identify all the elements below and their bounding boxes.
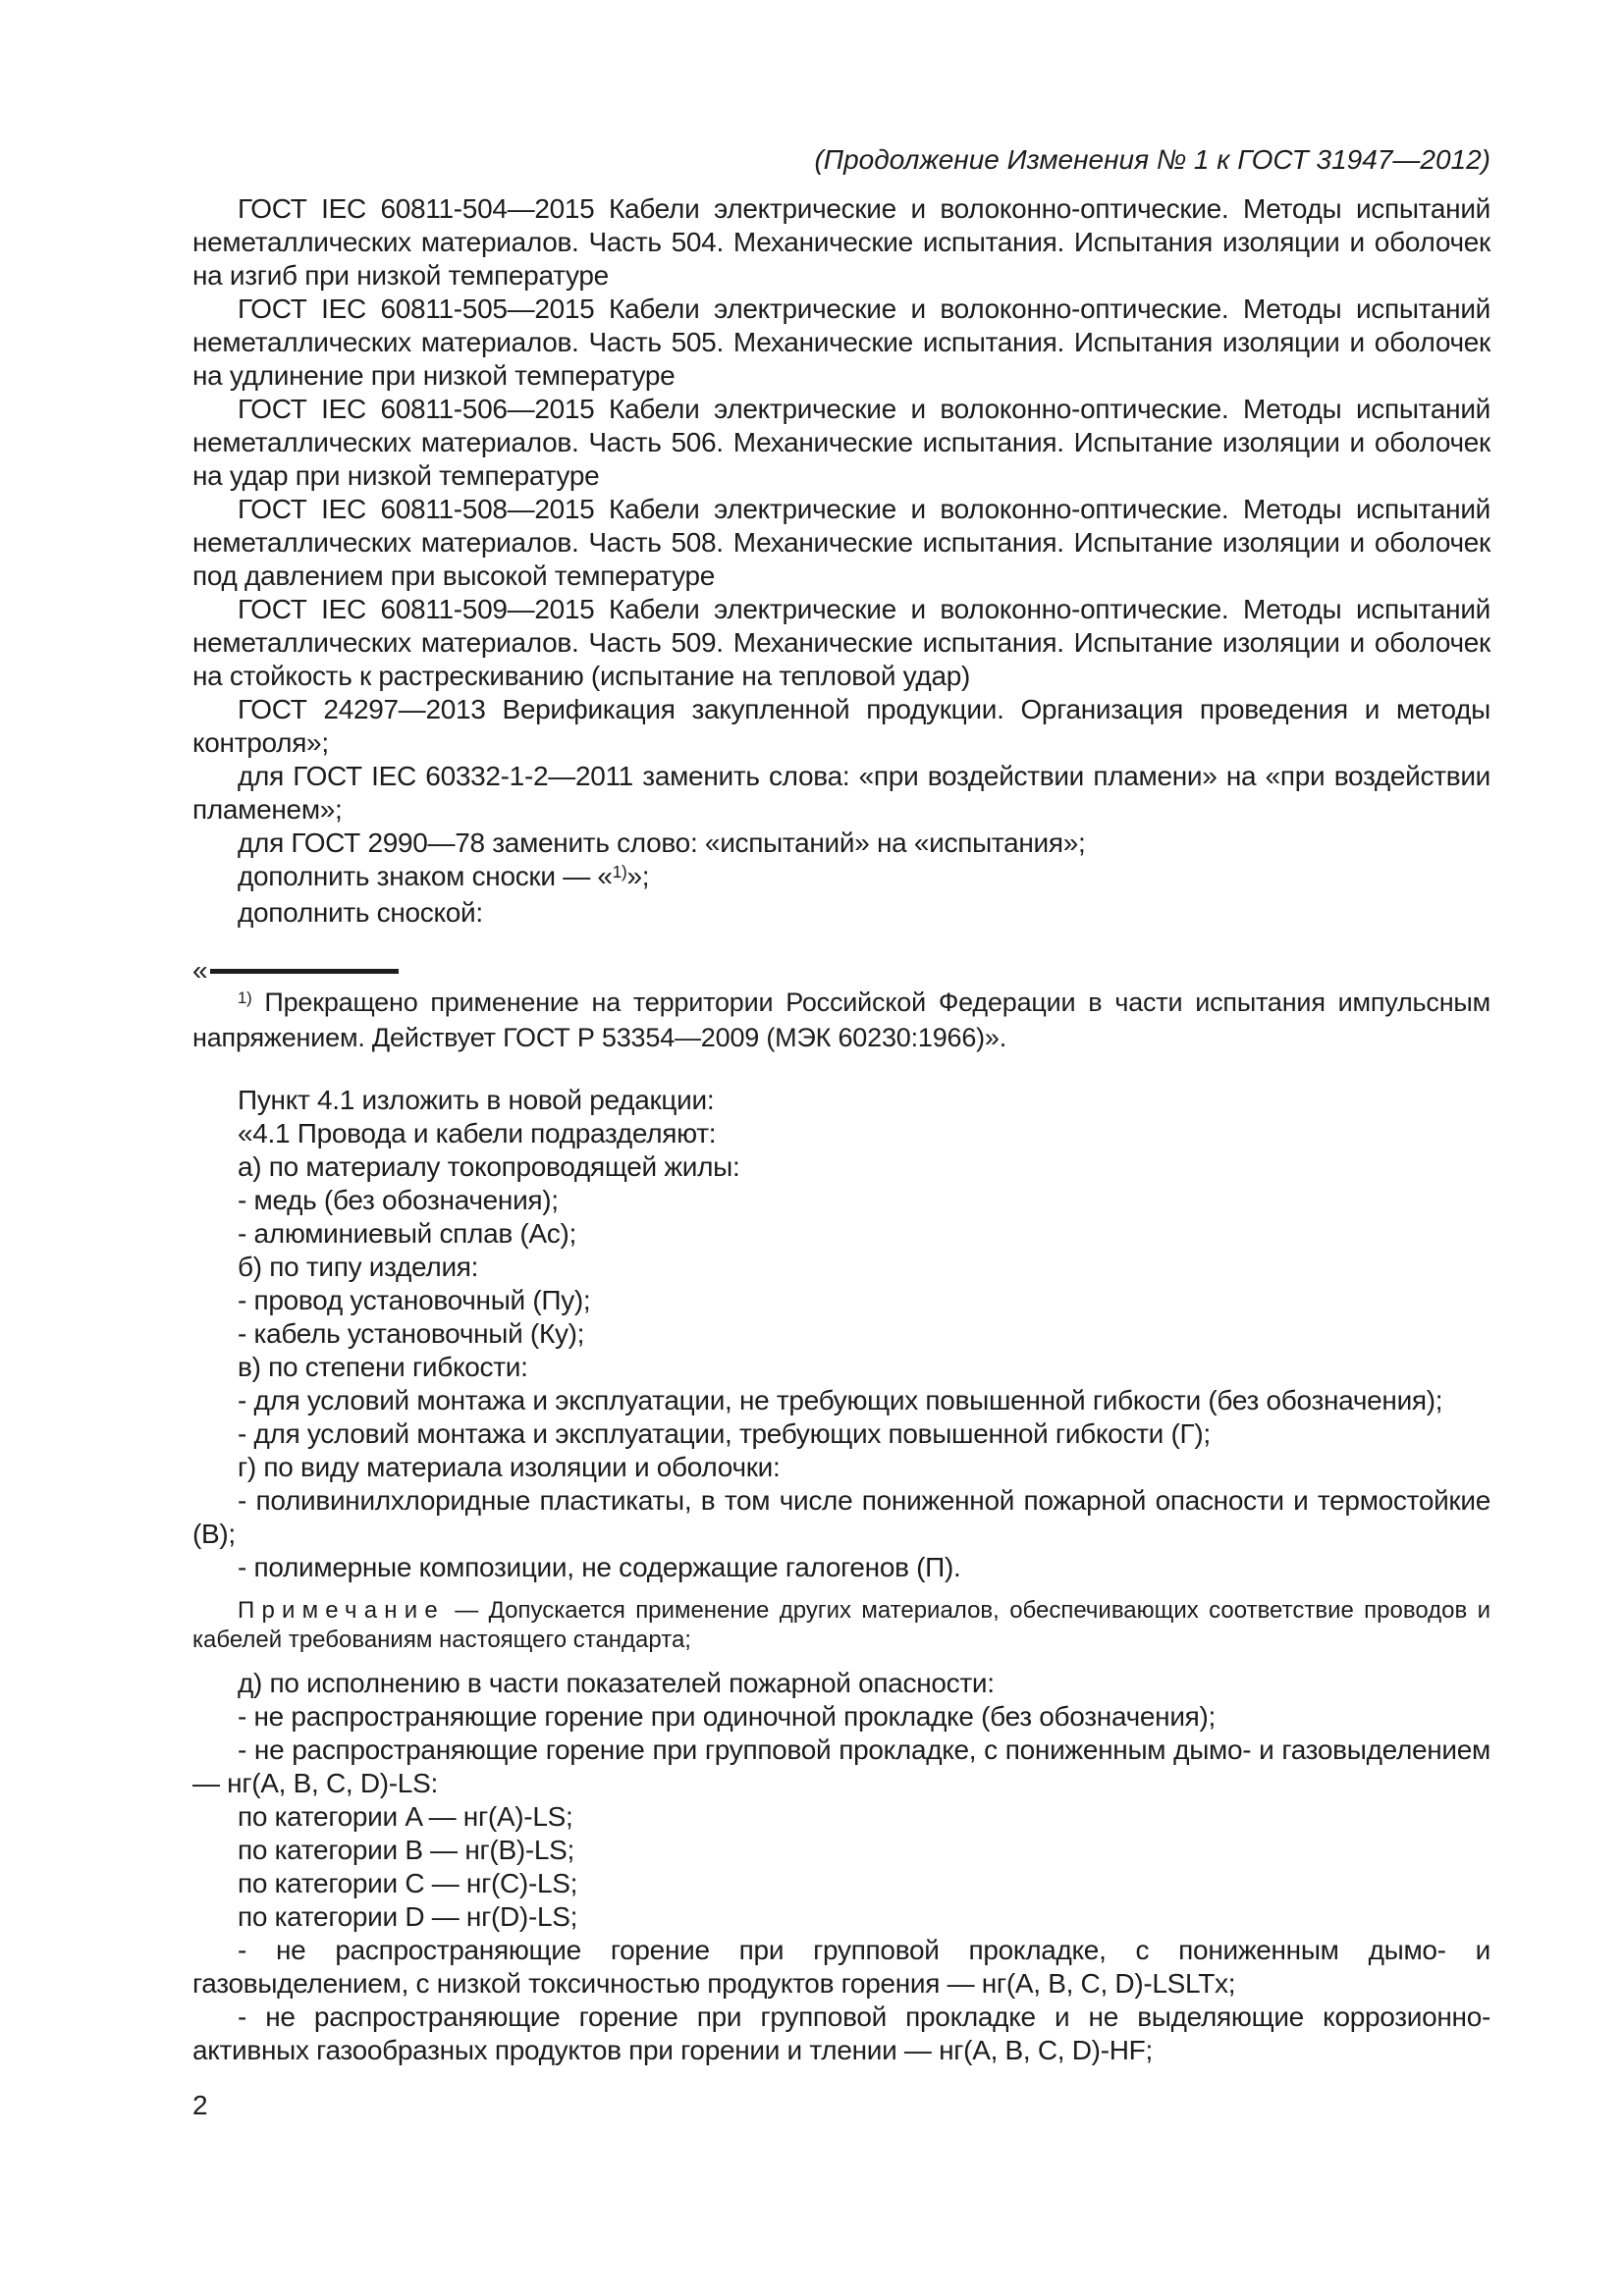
- clause-41-item: г) по виду материала изоляции и оболочки:: [238, 1452, 781, 1482]
- clause-41-item: б) по типу изделия:: [238, 1252, 479, 1282]
- standard-entry-60811-508: ГОСТ IEC 60811-508—2015 Кабели электрические и волоконно-оптические. Методы испытаний неметаллических материалов. Часть 508. Механические испытания. Испытание изоляции и оболочек под давлением при высокой температуре: [192, 494, 1490, 591]
- clause-41-item: по категории D — нг(D)-LS;: [238, 1901, 578, 1932]
- clause-41-item: - кабель установочный (Ку);: [238, 1318, 585, 1349]
- add-footnote-label-line: дополнить сноской:: [238, 897, 483, 928]
- clause-41-item: - не распространяющие горение при одиночной прокладке (без обозначения);: [238, 1701, 1217, 1732]
- standard-entry-24297: ГОСТ 24297—2013 Верификация закупленной продукции. Организация проведения и методы контроля»;: [192, 694, 1490, 758]
- footnote-marker-superscript: 1): [612, 862, 627, 882]
- standard-entry-60811-504: ГОСТ IEC 60811-504—2015 Кабели электрические и волоконно-оптические. Методы испытаний неметаллических материалов. Часть 504. Механические испытания. Испытания изоляции и оболочек на изгиб при низкой температуре: [192, 193, 1490, 291]
- add-footnote-mark-prefix: дополнить знаком сноски — «: [238, 861, 613, 891]
- open-guillemet: «: [192, 955, 208, 986]
- clause-41-item: - поливинилхлоридные пластикаты, в том числе пониженной пожарной опасности и термостойкие (В);: [192, 1485, 1490, 1549]
- standard-entry-60811-509: ГОСТ IEC 60811-509—2015 Кабели электрические и волоконно-оптические. Методы испытаний неметаллических материалов. Часть 509. Механические испытания. Испытание изоляции и оболочек на стойкость к растрескиванию (испытание на тепловой удар): [192, 594, 1490, 691]
- note-label: Примечание: [238, 1597, 445, 1624]
- clause-41-item: - для условий монтажа и эксплуатации, не требующих повышенной гибкости (без обозначения);: [238, 1385, 1443, 1415]
- amendment-60332: для ГОСТ IEC 60332-1-2—2011 заменить слова: «при воздействии пламени» на «при воздействии пламенем»;: [192, 761, 1490, 825]
- clause-41-item: - полимерные композиции, не содержащие галогенов (П).: [238, 1552, 961, 1582]
- clause-41-item: - медь (без обозначения);: [238, 1185, 559, 1215]
- note-paragraph: [192, 1596, 1490, 1655]
- add-footnote-mark-suffix: »;: [626, 861, 650, 891]
- standard-entry-60811-506: ГОСТ IEC 60811-506—2015 Кабели электрические и волоконно-оптические. Методы испытаний неметаллических материалов. Часть 506. Механические испытания. Испытание изоляции и оболочек на удар при низкой температуре: [192, 394, 1490, 491]
- add-footnote-mark-line: [192, 860, 1490, 896]
- clause-41-intro: Пункт 4.1 изложить в новой редакции:: [238, 1085, 715, 1115]
- clause-41-item: по категории C — нг(C)-LS;: [238, 1868, 578, 1898]
- clause-41-item: - провод установочный (Пу);: [238, 1285, 591, 1315]
- note-text: — Допускается применение других материалов, обеспечивающих соответствие проводов и кабелей требованиям настоящего стандарта;: [192, 1597, 1490, 1653]
- clause-41-item: - не распространяющие горение при групповой прокладке, с пониженным дымо- и газовыделением — нг(A, B, C, D)-LS:: [192, 1735, 1490, 1798]
- clause-41-item: - не распространяющие горение при групповой прокладке, с пониженным дымо- и газовыделением, с низкой токсичностью продуктов горения — нг(A, B, C, D)-LSLTx;: [192, 1935, 1490, 1999]
- running-header: (Продолжение Изменения № 1 к ГОСТ 31947—2012): [814, 144, 1490, 175]
- footnote-rule: [210, 969, 399, 974]
- clause-41-item: - алюминиевый сплав (Ас);: [238, 1218, 577, 1249]
- clause-41-item: а) по материалу токопроводящей жилы:: [238, 1151, 740, 1182]
- clause-41-item: д) по исполнению в части показателей пожарной опасности:: [238, 1668, 995, 1698]
- footnote-separator: [192, 955, 1490, 987]
- clause-41-item: по категории B — нг(B)-LS;: [238, 1835, 575, 1865]
- standard-entry-60811-505: ГОСТ IEC 60811-505—2015 Кабели электрические и волоконно-оптические. Методы испытаний неметаллических материалов. Часть 505. Механические испытания. Испытания изоляции и оболочек на удлинение при низкой температуре: [192, 294, 1490, 391]
- footnote-text-paragraph: [192, 987, 1490, 1054]
- footnote-text: Прекращено применение на территории Российской Федерации в части испытания импульсным напряжением. Действует ГОСТ Р 53354—2009 (МЭК 60230:1966)».: [192, 988, 1490, 1052]
- footnote-number: 1): [238, 988, 252, 1008]
- clause-41-item: - для условий монтажа и эксплуатации, требующих повышенной гибкости (Г);: [238, 1418, 1211, 1449]
- amendment-2990: для ГОСТ 2990—78 заменить слово: «испытаний» на «испытания»;: [238, 828, 1086, 858]
- clause-41-item: - не распространяющие горение при групповой прокладке и не выделяющие коррозионно-активных газообразных продуктов при горении и тлении — нг(A, B, C, D)-HF;: [192, 2002, 1490, 2065]
- clause-41-item: по категории A — нг(A)-LS;: [238, 1801, 573, 1832]
- page-content: [192, 143, 1490, 2122]
- clause-41-item: в) по степени гибкости:: [238, 1352, 528, 1382]
- page-number: 2: [192, 2090, 208, 2120]
- clause-41-item: «4.1 Провода и кабели подразделяют:: [238, 1118, 717, 1148]
